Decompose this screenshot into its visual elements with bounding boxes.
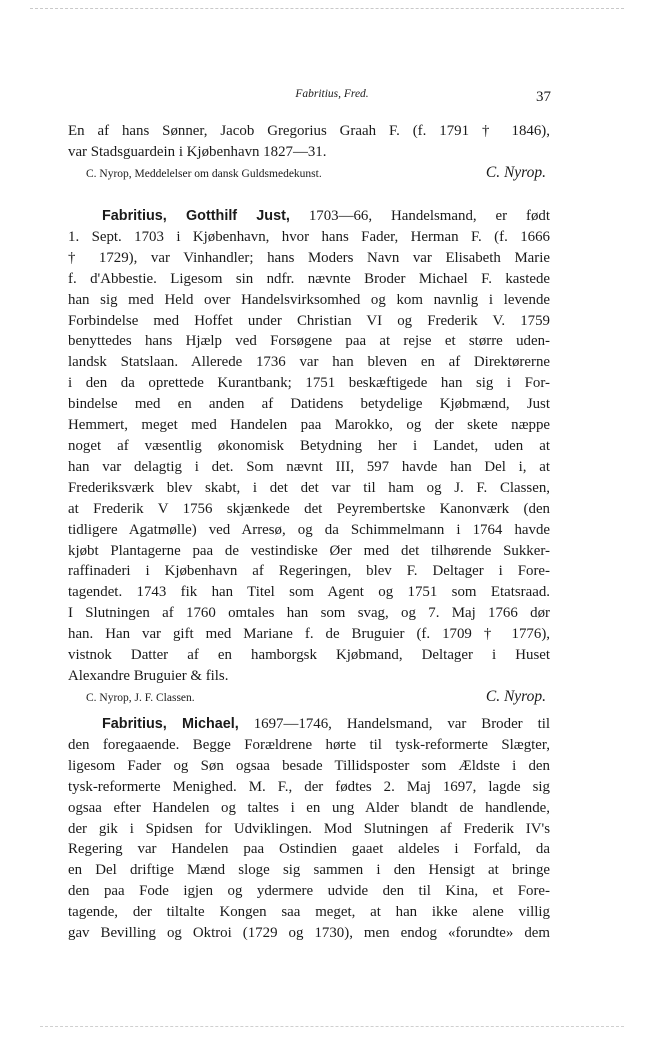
text-line: tysk-reformerte Menighed. M. F., der fødtes 2. Maj 1697, lagde sig (68, 778, 550, 795)
text-line: vistnok Datter af en hamborgsk Kjøbmand, Deltager i Huset (68, 647, 550, 664)
text-line: i den da oprettede Kurantbank; 1751 beskæftigede han sig i For- (68, 375, 550, 392)
entry-continuation (68, 121, 550, 187)
text-line: gav Bevilling og Oktroi (1729 og 1730), men endog «forundte» dem (68, 925, 550, 942)
text-line: tagende, der tiltalte Kongen saa meget, at han ikke alene villig (68, 904, 550, 921)
entry-michael (68, 714, 550, 944)
entry-first-line (68, 714, 550, 735)
source-reference: C. Nyrop, J. F. Classen. (86, 691, 195, 704)
entry-name: Fabritius, Gotthilf Just, (102, 208, 290, 224)
text-line: tagendet. 1743 fik han Titel som Agent og 1751 som Etatsraad. (68, 584, 550, 601)
source-line (68, 163, 550, 187)
text-line: raffinaderi i Kjøbenhavn af Regeringen, blev F. Deltager i Fore- (68, 563, 550, 580)
text-line: Frederiksværk blev skabt, i det det var til ham og J. F. Classen, (68, 479, 550, 496)
page-number: 37 (536, 89, 551, 105)
entry-gotthilf-just (68, 206, 550, 711)
entry-first-line (68, 206, 550, 227)
text-line: tidligere Agatmølle) ved Arresø, og da Schimmelmann i 1764 havde (68, 521, 550, 538)
text-line: Regering var Handelen paa Ostindien gaaet aldeles i Forfald, da (68, 841, 550, 858)
entry-first-line-text: 1697—1746, Handelsmand, var Broder til (253, 716, 550, 732)
text-line: han var delagtig i det. Som nævnt III, 597 havde han Del i, at (68, 458, 550, 475)
text-line: † 1729), var Vinhandler; hans Moders Navn var Elisabeth Marie (68, 249, 550, 266)
entry-name: Fabritius, Michael, (102, 716, 239, 732)
text-line: Forbindelse med Hoffet under Christian VI og Frederik V. 1759 (68, 312, 550, 329)
source-reference: C. Nyrop, Meddelelser om dansk Guldsmedekunst. (86, 167, 322, 180)
text-line: Hemmert, meget med Handelen paa Marokko, og der skete næppe (68, 417, 550, 434)
text-line: at Frederik V 1756 skjænkede det Peyrembertske Kanonværk (den (68, 500, 550, 517)
author-signature: C. Nyrop. (485, 687, 546, 705)
source-line (68, 687, 550, 711)
text-line: En af hans Sønner, Jacob Gregorius Graah F. (f. 1791 † 1846), (68, 123, 550, 139)
text-line: han. Han var gift med Mariane f. de Bruguier (f. 1709 † 1776), (68, 626, 550, 643)
author-signature: C. Nyrop. (485, 163, 546, 181)
text-line: Alexandre Bruguier & fils. (68, 667, 229, 684)
running-head: Fabritius, Fred. (295, 88, 369, 100)
text-line: f. d'Abbestie. Ligesom sin ndfr. nævnte Broder Michael F. kastede (68, 270, 550, 287)
text-line: en Del driftige Mænd sloge sig sammen i den Hensigt at bringe (68, 862, 550, 879)
text-line: den foregaaende. Begge Forældrene hørte til tysk-reformerte Slægter, (68, 736, 550, 753)
scan-top-edge (30, 8, 624, 9)
text-line: han sig med Held over Handelsvirksomhed og kom navnlig i levende (68, 291, 550, 308)
text-line: noget af væsentlig økonomisk Betydning her i Landet, uden at (68, 437, 550, 454)
text-line: ligesom Fader og Søn ogsaa besade Tillidsposter som Ældste i den (68, 757, 550, 774)
entry-first-line-text: 1703—66, Handelsmand, er født (308, 208, 550, 224)
text-line: ogsaa efter Handelen og taltes i en ung Alder blandt de handlende, (68, 799, 550, 816)
text-line: der gik i Spidsen for Udviklingen. Mod Slutningen af Frederik IV's (68, 820, 550, 837)
text-line: 1. Sept. 1703 i Kjøbenhavn, hvor hans Fader, Herman F. (f. 1666 (68, 228, 550, 245)
text-line: bindelse med en anden af Datidens betydelige Kjøbmænd, Just (68, 396, 550, 413)
text-line: I Slutningen af 1760 omtales han som svag, og 7. Maj 1766 dør (68, 605, 550, 622)
scan-bottom-edge (40, 1026, 624, 1027)
text-line: kjøbt Plantagerne paa de vestindiske Øer med det tilhørende Sukker- (68, 542, 550, 559)
text-line: var Stadsguardein i Kjøbenhavn 1827—31. (68, 143, 327, 160)
text-line: den paa Fode igjen og ydermere udvide den til Kina, et Fore- (68, 883, 550, 900)
text-line: benyttedes hans Hjælp ved Forsøgene paa at rejse et større uden- (68, 333, 550, 350)
text-line: landsk Statslaan. Allerede 1736 var han bleven en af Direktørerne (68, 354, 550, 371)
